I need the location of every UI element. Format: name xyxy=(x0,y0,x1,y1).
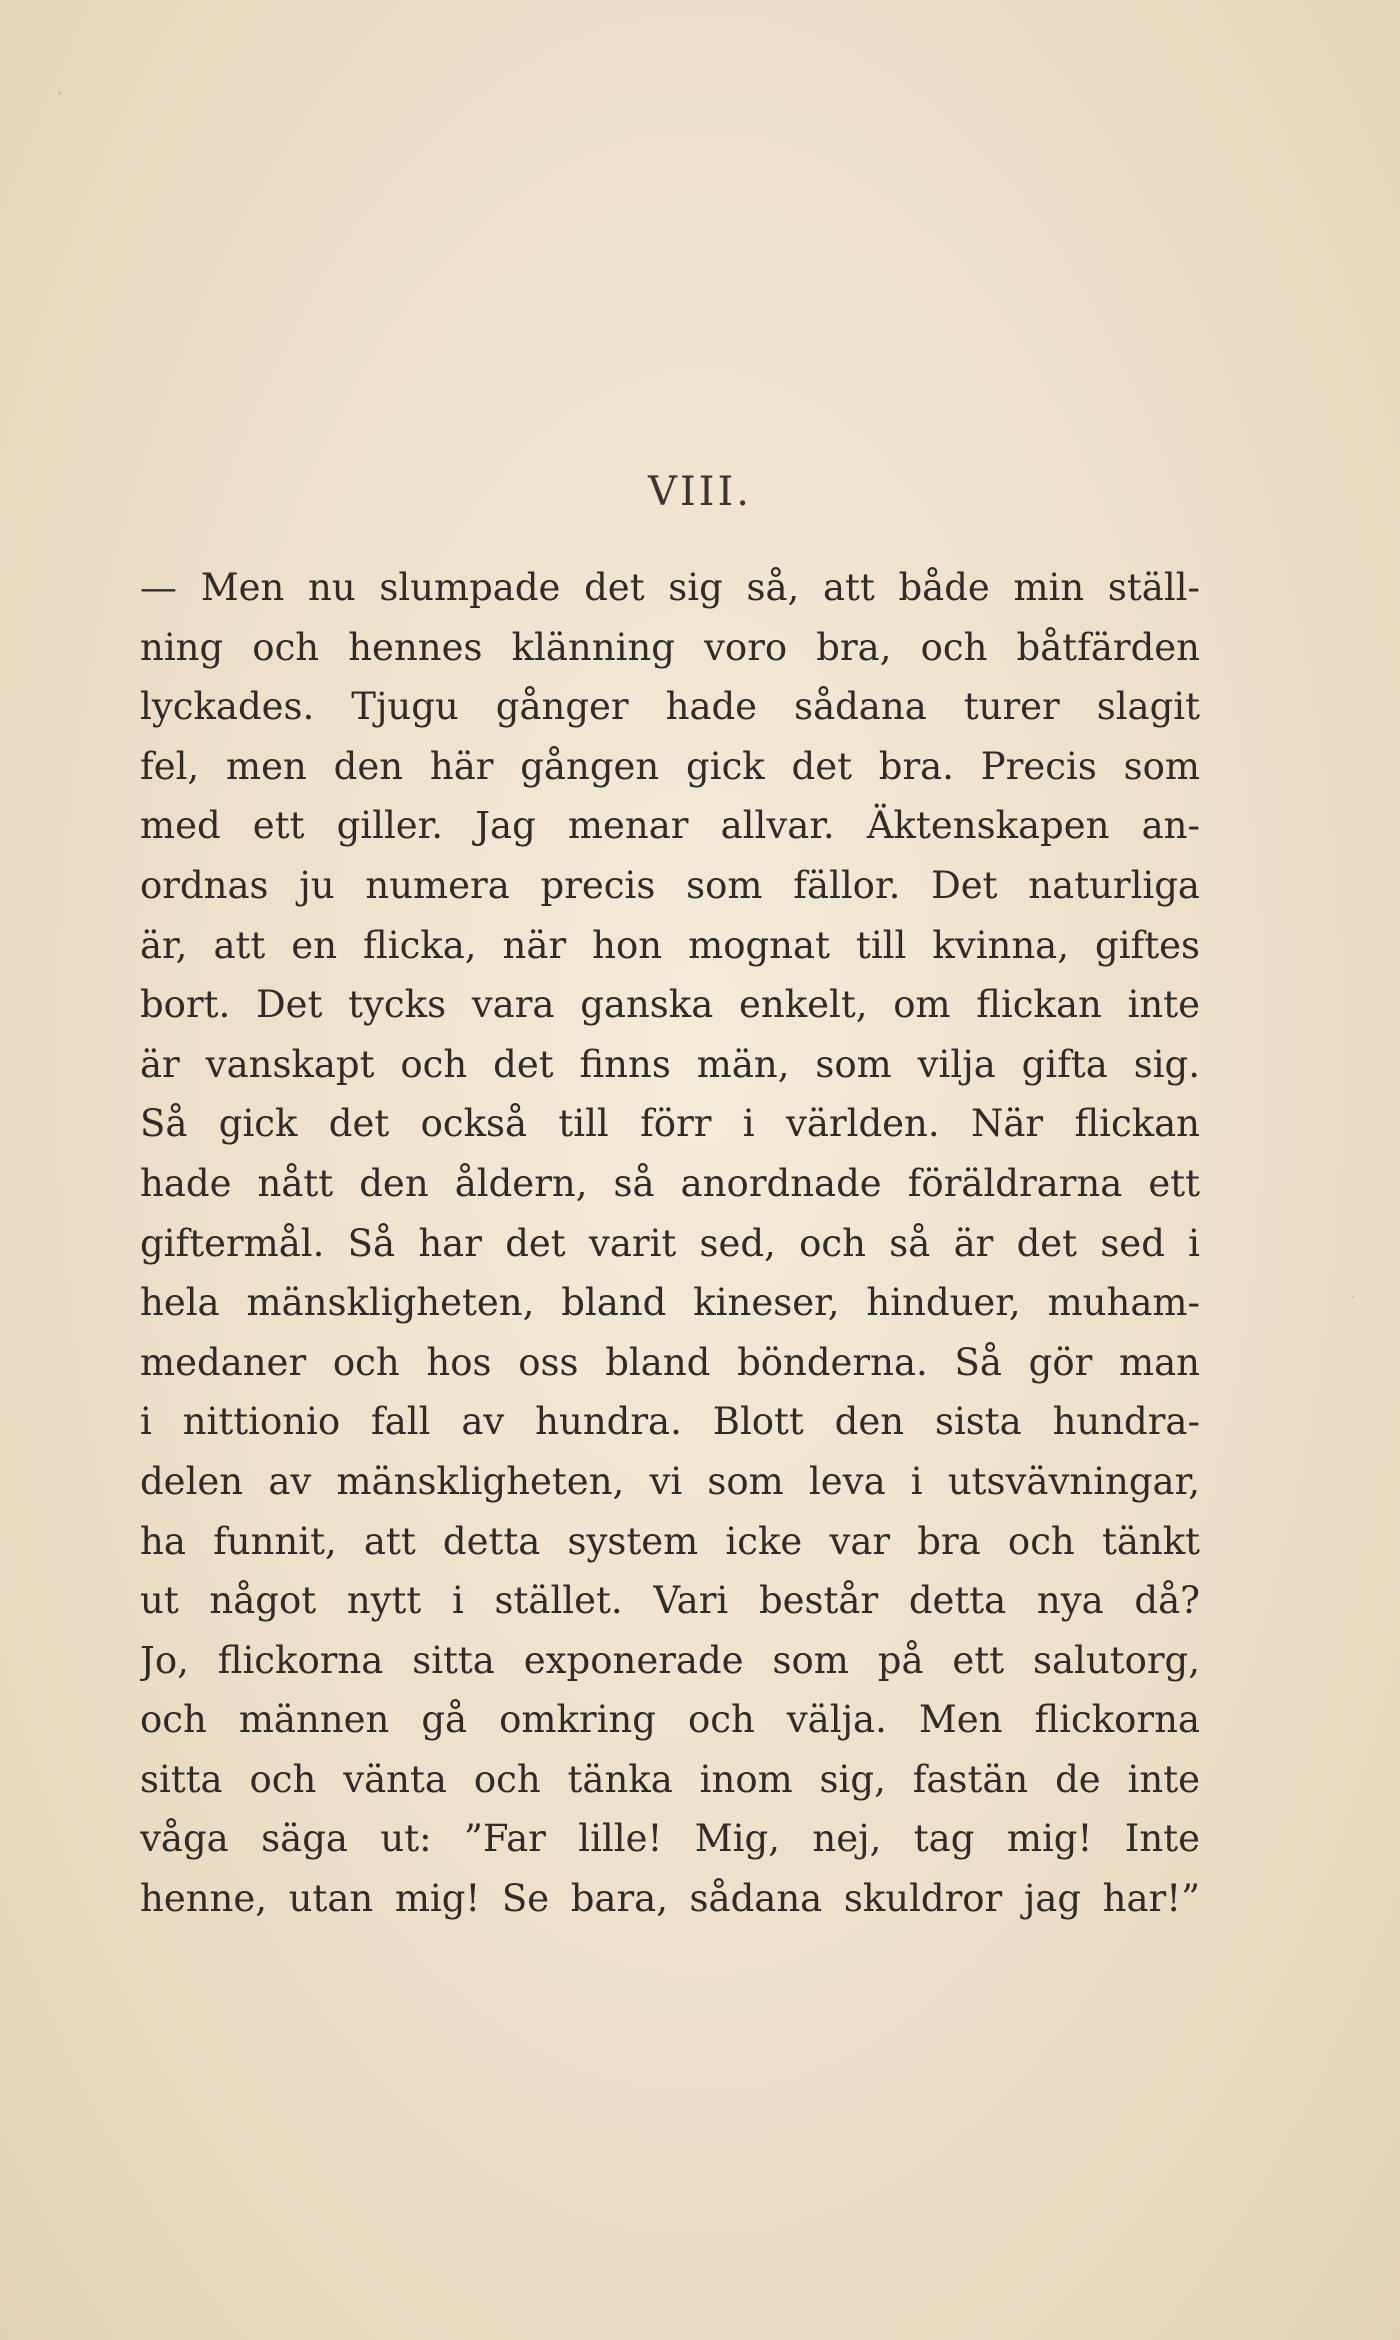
text-line: delen av mänskligheten, vi som leva i utsvävningar, xyxy=(140,1459,1200,1503)
paper-speck xyxy=(58,92,61,95)
text-line: med ett giller. Jag menar allvar. Äktenskapen an- xyxy=(140,804,1200,848)
text-line: ha funnit, att detta system icke var bra och tänkt xyxy=(140,1519,1200,1563)
text-line: ning och hennes klänning voro bra, och båtfärden xyxy=(140,625,1200,669)
text-line: bort. Det tycks vara ganska enkelt, om flickan inte xyxy=(140,983,1200,1027)
text-line: sitta och vänta och tänka inom sig, fastän de inte xyxy=(140,1757,1200,1801)
text-line: är vanskapt och det finns män, som vilja gifta sig. xyxy=(140,1042,1200,1086)
text-line: henne, utan mig! Se bara, sådana skuldror jag har!” xyxy=(140,1877,1200,1921)
paper-speck xyxy=(1352,1296,1354,1298)
text-line: medaner och hos oss bland bönderna. Så gör man xyxy=(140,1340,1200,1384)
text-line: — Men nu slumpade det sig så, att både min ställ- xyxy=(140,566,1200,609)
text-line: giftermål. Så har det varit sed, och så är det sed i xyxy=(140,1221,1200,1265)
text-line: och männen gå omkring och välja. Men flickorna xyxy=(140,1698,1200,1742)
text-line: fel, men den här gången gick det bra. Precis som xyxy=(140,744,1200,788)
text-line: Så gick det också till förr i världen. När flickan xyxy=(140,1102,1200,1146)
text-line: våga säga ut: ”Far lille! Mig, nej, tag mig! Inte xyxy=(140,1817,1200,1861)
text-line: lyckades. Tjugu gånger hade sådana turer slagit xyxy=(140,685,1200,729)
text-line: hade nått den åldern, så anordnade föräldrarna ett xyxy=(140,1161,1200,1205)
text-line: ordnas ju numera precis som fällor. Det naturliga xyxy=(140,863,1200,907)
text-line: i nittionio fall av hundra. Blott den sista hundra- xyxy=(140,1400,1200,1444)
body-text xyxy=(140,558,1200,1929)
text-line: Jo, flickorna sitta exponerade som på ett salutorg, xyxy=(140,1638,1200,1682)
text-line: hela mänskligheten, bland kineser, hinduer, muham- xyxy=(140,1281,1200,1325)
text-line: är, att en flicka, när hon mognat till kvinna, giftes xyxy=(140,923,1200,967)
chapter-heading: VIII. xyxy=(647,469,752,515)
text-line: ut något nytt i stället. Vari består detta nya då? xyxy=(140,1579,1200,1623)
